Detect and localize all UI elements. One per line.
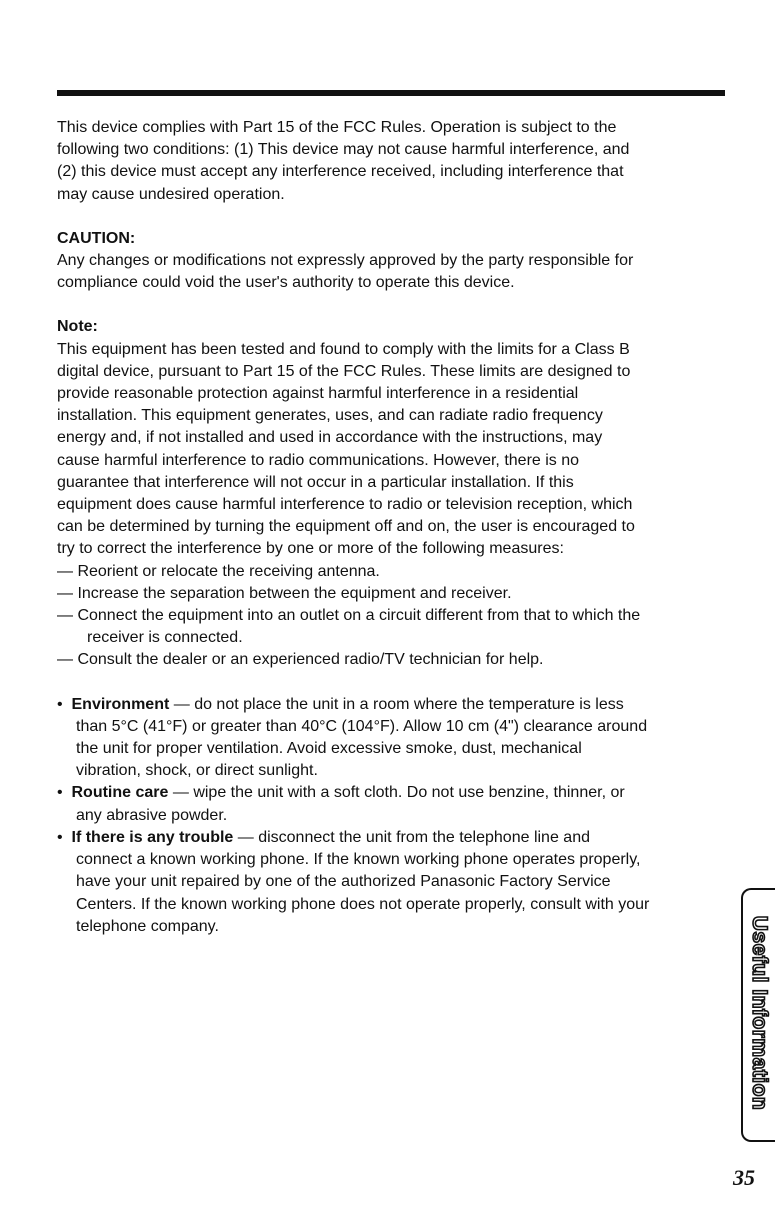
text-line: following two conditions: (1) This device may not cause harmful interference, and — [57, 141, 630, 159]
bullet-environment — [57, 694, 737, 783]
measure-item-continued: receiver is connected. — [87, 629, 243, 647]
bullet-text: — do not place the unit in a room where the temperature is less — [169, 695, 624, 713]
measure-item: — Reorient or relocate the receiving antenna. — [57, 562, 380, 580]
note-heading: Note: — [57, 318, 98, 336]
text-line: (2) this device must accept any interference received, including interference that — [57, 163, 624, 181]
text-line: cause harmful interference to radio communications. However, there is no — [57, 451, 580, 469]
bullet-first-line: • Routine care — wipe the unit with a soft cloth. Do not use benzine, thinner, or — [57, 784, 625, 802]
text-line: digital device, pursuant to Part 15 of the FCC Rules. These limits are designed to — [57, 362, 631, 380]
section-tab-label: Useful Information — [748, 915, 771, 1111]
caution-section — [57, 228, 737, 295]
page-number: 35 — [733, 1165, 755, 1190]
bullet-term: If there is any trouble — [71, 828, 234, 846]
text-line: any abrasive powder. — [76, 806, 228, 824]
bullet-first-line: • If there is any trouble — disconnect the unit from the telephone line and — [57, 828, 590, 846]
text-line: telephone company. — [76, 917, 219, 935]
text-line: connect a known working phone. If the known working phone operates properly, — [76, 851, 641, 869]
bullet-first-line: • Environment — do not place the unit in a room where the temperature is less — [57, 695, 624, 713]
page-body — [57, 117, 737, 938]
text-line: the unit for proper ventilation. Avoid excessive smoke, dust, mechanical — [76, 740, 582, 758]
bullet-trouble — [57, 827, 737, 938]
bullet-term: Routine care — [71, 784, 169, 802]
bullet-routine-care — [57, 782, 737, 826]
text-line: installation. This equipment generates, uses, and can radiate radio frequency — [57, 407, 603, 425]
text-line: can be determined by turning the equipment off and on, the user is encouraged to — [57, 518, 635, 536]
text-line: This equipment has been tested and found to comply with the limits for a Class B — [57, 340, 630, 358]
text-line: than 5°C (41°F) or greater than 40°C (104°F). Allow 10 cm (4") clearance around — [76, 717, 648, 735]
bullet-term: Environment — [71, 695, 170, 713]
text-line: provide reasonable protection against harmful interference in a residential — [57, 385, 579, 403]
text-line: Any changes or modifications not expressly approved by the party responsible for — [57, 252, 634, 270]
text-line: compliance could void the user's authority to operate this device. — [57, 274, 515, 292]
measure-item: — Increase the separation between the equipment and receiver. — [57, 584, 512, 602]
fcc-paragraph — [57, 117, 737, 206]
measure-item: — Connect the equipment into an outlet on a circuit different from that to which the — [57, 607, 641, 625]
caution-heading: CAUTION: — [57, 229, 136, 247]
text-line: may cause undesired operation. — [57, 185, 285, 203]
bullet-text: — wipe the unit with a soft cloth. Do not use benzine, thinner, or — [168, 784, 625, 802]
top-rule — [57, 90, 725, 96]
bullet-text: — disconnect the unit from the telephone line and — [233, 828, 590, 846]
text-line: try to correct the interference by one or more of the following measures: — [57, 540, 564, 558]
text-line: vibration, shock, or direct sunlight. — [76, 762, 318, 780]
text-line: This device complies with Part 15 of the FCC Rules. Operation is subject to the — [57, 119, 617, 136]
note-section — [57, 316, 737, 671]
text-line: equipment does cause harmful interference to radio or television reception, which — [57, 496, 633, 514]
text-line: have your unit repaired by one of the authorized Panasonic Factory Service — [76, 873, 611, 891]
text-line: energy and, if not installed and used in accordance with the instructions, may — [57, 429, 603, 447]
measure-item: — Consult the dealer or an experienced radio/TV technician for help. — [57, 651, 544, 669]
bullet-list — [57, 694, 737, 938]
text-line: guarantee that interference will not occur in a particular installation. If this — [57, 473, 574, 491]
text-line: Centers. If the known working phone does not operate properly, consult with your — [76, 895, 650, 913]
